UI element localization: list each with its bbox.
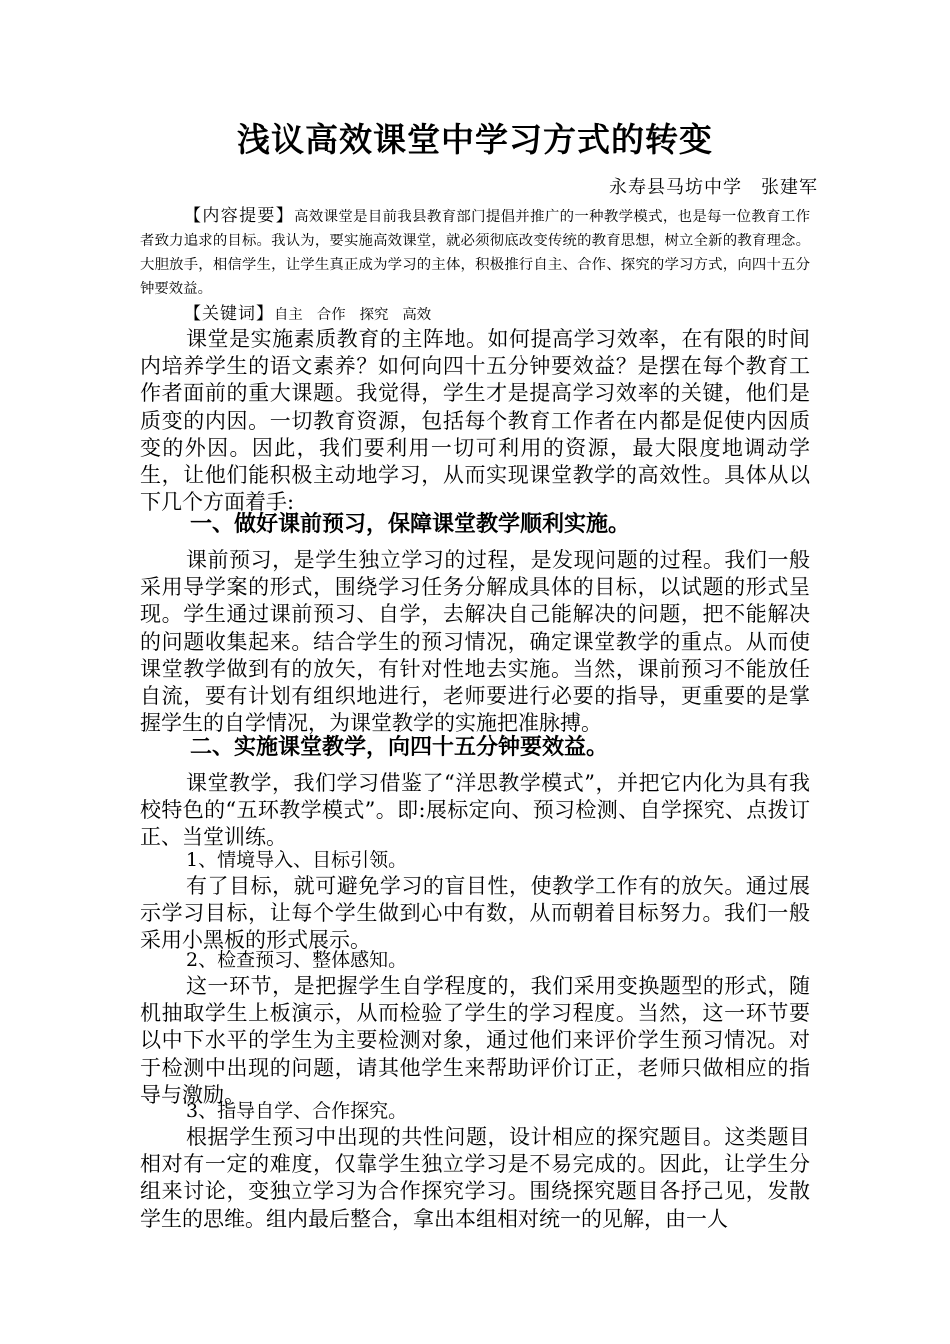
- subsection-3-paragraph: 根据学生预习中出现的共性问题，设计相应的探究题目。这类题目相对有一定的难度，仅靠学生独立学习是不易完成的。因此，让学生分组来讨论，变独立学习为合作探究学习。围绕探究题目各抒己见，发散学生的思维。组内最后整合，拿出本组相对统一的见解，由一人: [140, 1125, 810, 1231]
- intro-paragraph: 课堂是实施素质教育的主阵地。如何提高学习效率，在有限的时间内培养学生的语文素养？如何向四十五分钟要效益？是摆在每个教育工作者面前的重大课题。我觉得，学生才是提高学习效率的关键，他们是质变的内因。一切教育资源，包括每个教育工作者在内都是促使内因质变的外因。因此，我们要利用一切可利用的资源，最大限度地调动学生，让他们能积极主动地学习，从而实现课堂教学的高效性。具体从以下几个方面着手:: [140, 327, 810, 515]
- document-title: 浅议高效课堂中学习方式的转变: [237, 120, 713, 159]
- subheading-2: 2、检查预习、整体感知。: [186, 949, 408, 971]
- keyword: 探究: [359, 307, 389, 323]
- section-heading-1: 一、做好课前预习，保障课堂教学顺利实施。: [190, 512, 631, 537]
- keywords-label: 【关键词】: [184, 304, 274, 324]
- abstract-text: 高效课堂是目前我县教育部门提倡并推广的一种教学模式，也是每一位教育工作者致力追求的目标。我认为，要实施高效课堂，就必须彻底改变传统的教育思想，树立全新的教育理念。大胆放手，相信学生，让学生真正成为学习的主体，积极推行自主、合作、探究的学习方式，向四十五分钟要效益。: [140, 209, 810, 297]
- section-heading-2: 二、实施课堂教学，向四十五分钟要效益。: [190, 735, 609, 760]
- keyword: 高效: [402, 307, 432, 323]
- author-line: 永寿县马坊中学 张建军: [609, 177, 818, 198]
- section-1-paragraph: 课前预习，是学生独立学习的过程，是发现问题的过程。我们一般采用导学案的形式，围绕学习任务分解成具体的目标，以试题的形式呈现。学生通过课前预习、自学，去解决自己能解决的问题，把不能解决的问题收集起来。结合学生的预习情况，确定课堂教学的重点。从而使课堂教学做到有的放矢，有针对性地去实施。当然，课前预习不能放任自流，要有计划有组织地进行，老师要进行必要的指导，更重要的是掌握学生的自学情况，为课堂教学的实施把准脉搏。: [140, 548, 810, 736]
- subheading-1: 1、情境导入、目标引领。: [186, 849, 408, 871]
- abstract-label: 【内容提要】: [184, 206, 295, 226]
- subheading-3: 3、指导自学、合作探究。: [186, 1100, 408, 1122]
- subsection-2-paragraph: 这一环节，是把握学生自学程度的，我们采用变换题型的形式，随机抽取学生上板演示，从而检验了学生的学习程度。当然，这一环节要以中下水平的学生为主要检测对象，通过他们来评价学生预习情况。对于检测中出现的问题，请其他学生来帮助评价订正，老师只做相应的指导与激励。: [140, 974, 810, 1107]
- keyword: 合作: [316, 307, 346, 323]
- subsection-1-paragraph: 有了目标，就可避免学习的盲目性，使教学工作有的放矢。通过展示学习目标，让每个学生做到心中有数，从而朝着目标努力。我们一般采用小黑板的形式展示。: [140, 874, 810, 953]
- keywords: [140, 302, 810, 327]
- section-2-paragraph: 课堂教学，我们学习借鉴了“洋思教学模式”，并把它内化为具有我校特色的“五环教学模式”。即:展标定向、预习检测、自学探究、点拨订正、当堂训练。: [140, 771, 810, 850]
- keyword: 自主: [274, 307, 303, 323]
- abstract: [140, 204, 810, 301]
